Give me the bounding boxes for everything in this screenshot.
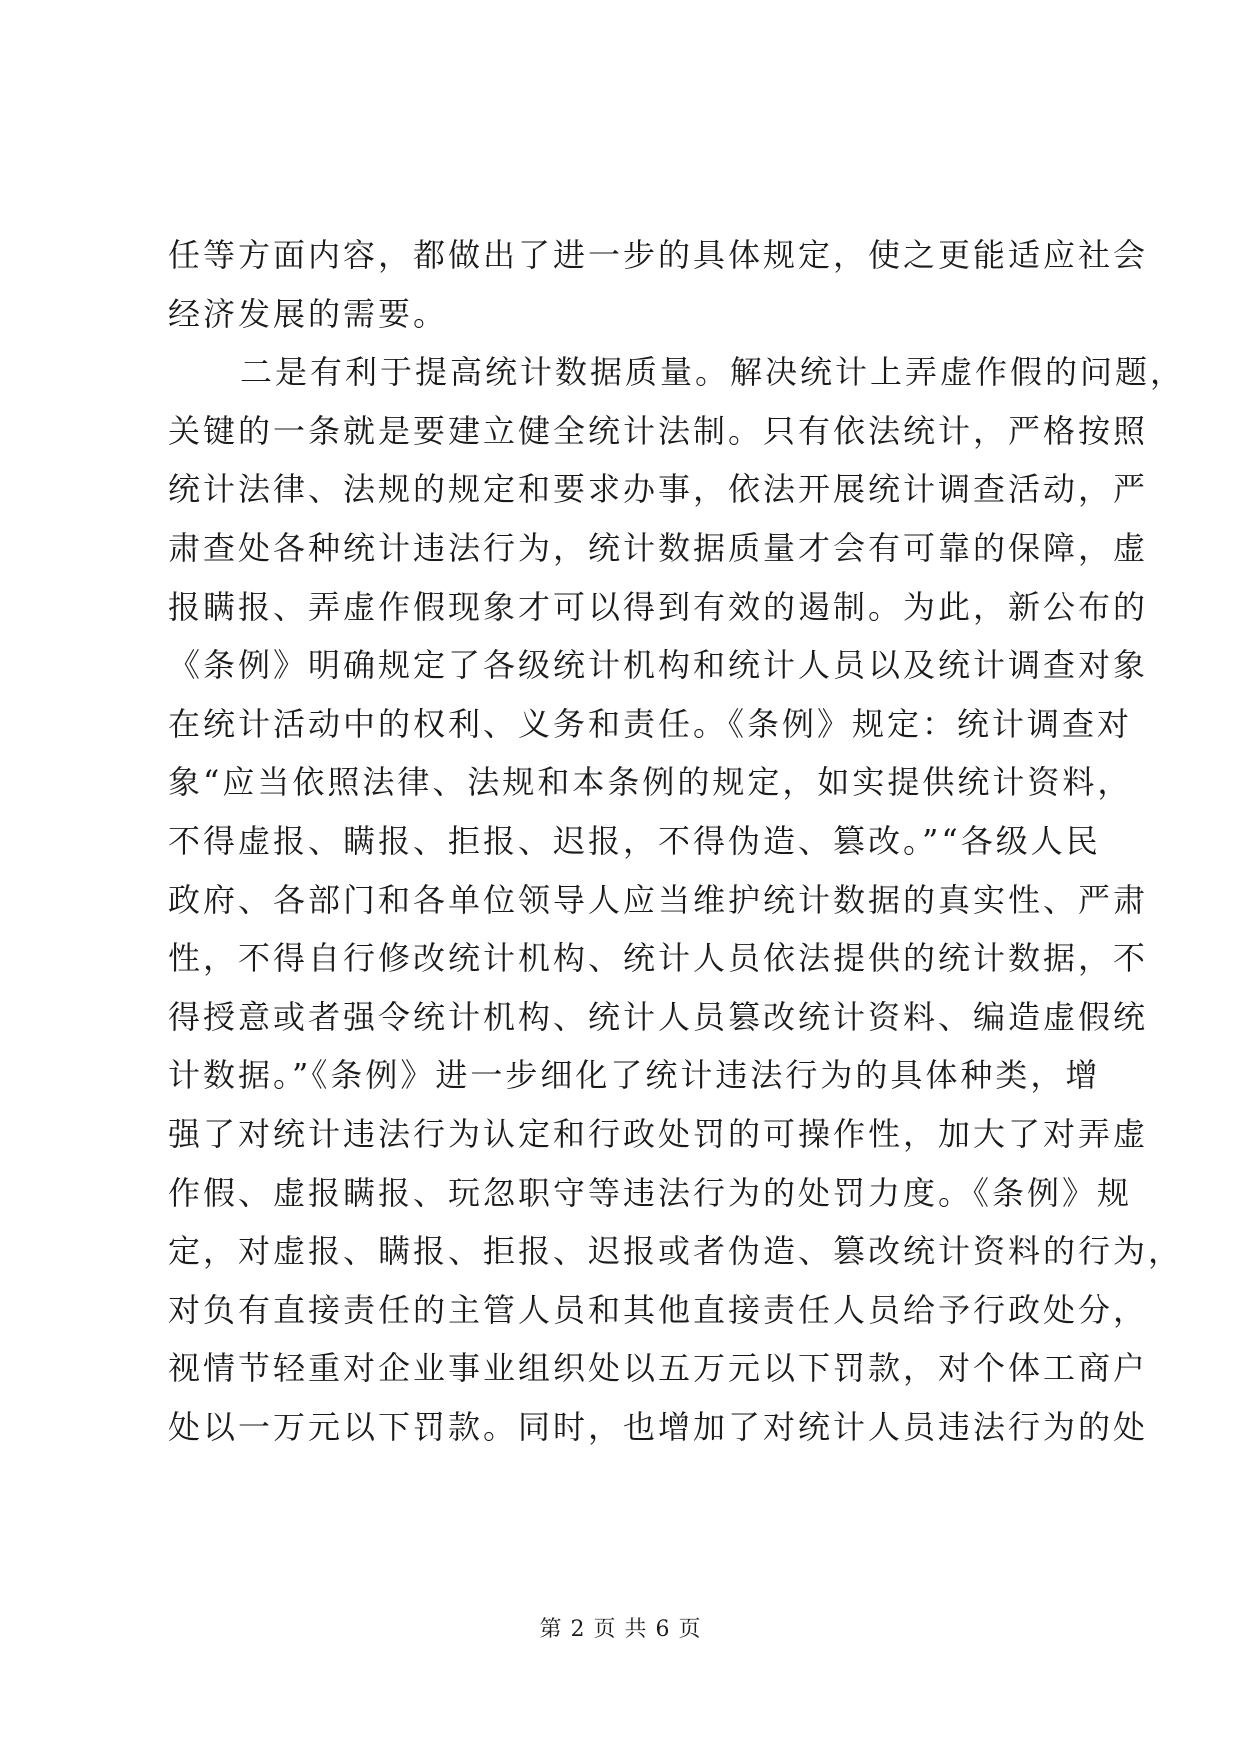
text-line: 对负有直接责任的主管人员和其他直接责任人员给予行政处分， — [168, 1290, 1149, 1329]
text-line: 经济发展的需要。 — [168, 294, 449, 333]
text-line: 政府、各部门和各单位领导人应当维护统计数据的真实性、严肃 — [168, 880, 1149, 919]
text-line: 报瞒报、弄虚作假现象才可以得到有效的遏制。为此，新公布的 — [168, 587, 1149, 626]
text-line: 处以一万元以下罚款。同时，也增加了对统计人员违法行为的处 — [168, 1407, 1149, 1446]
text-line: 得授意或者强令统计机构、统计人员篡改统计资料、编造虚假统 — [168, 997, 1149, 1036]
text-line: 不得虚报、瞒报、拒报、迟报，不得伪造、篡改。”“各级人民 — [168, 821, 1101, 860]
body-text — [168, 226, 1186, 1456]
text-line: 计数据。”《条例》进一步细化了统计违法行为的具体种类，增 — [168, 1056, 1101, 1095]
text-line: 在统计活动中的权利、义务和责任。《条例》规定：统计调查对 — [168, 704, 1133, 743]
text-line: 象“应当依照法律、法规和本条例的规定，如实提供统计资料， — [168, 763, 1133, 802]
page-number-footer: 第 2 页 共 6 页 — [539, 1617, 702, 1642]
text-line: 视情节轻重对企业事业组织处以五万元以下罚款，对个体工商户 — [168, 1349, 1149, 1388]
paragraph-first-line: 二是有利于提高统计数据质量。解决统计上弄虚作假的问题， — [240, 353, 1186, 392]
text-line: 关键的一条就是要建立健全统计法制。只有依法统计，严格按照 — [168, 411, 1149, 450]
text-line: 作假、虚报瞒报、玩忽职守等违法行为的处罚力度。《条例》规 — [168, 1173, 1133, 1212]
text-line: 任等方面内容，都做出了进一步的具体规定，使之更能适应社会 — [168, 236, 1149, 274]
text-line: 肃查处各种统计违法行为，统计数据质量才会有可靠的保障，虚 — [168, 528, 1149, 567]
text-line: 《条例》明确规定了各级统计机构和统计人员以及统计调查对象 — [168, 646, 1149, 685]
text-line: 定，对虚报、瞒报、拒报、迟报或者伪造、篡改统计资料的行为， — [168, 1232, 1184, 1271]
text-line: 性，不得自行修改统计机构、统计人员依法提供的统计数据，不 — [168, 939, 1149, 978]
text-line: 强了对统计违法行为认定和行政处罚的可操作性，加大了对弄虚 — [168, 1114, 1149, 1153]
text-line: 统计法律、法规的规定和要求办事，依法开展统计调查活动，严 — [168, 470, 1149, 509]
